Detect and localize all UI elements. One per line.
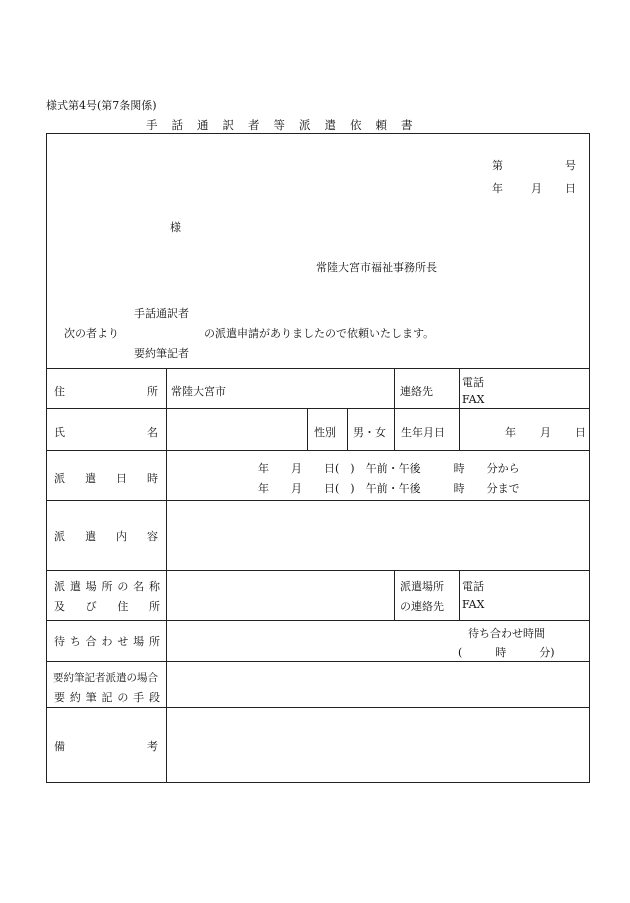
meeting-place-label [54, 633, 160, 649]
birth-day: 日 [575, 426, 586, 439]
address-label-char: 住 [54, 385, 65, 398]
form-number-label: 様式第4号(第7条関係) [46, 99, 157, 112]
label-char: 遣 [69, 580, 81, 593]
row-divider [47, 570, 589, 571]
gender-options: 男・女 [353, 426, 386, 439]
cell-divider [459, 570, 460, 620]
place-contact-line1: 派遣場所 [400, 580, 444, 593]
label-char: わ [101, 635, 113, 648]
role-interpreter: 手話通訳者 [134, 307, 189, 320]
label-char: 住 [117, 600, 129, 613]
label-char: 所 [101, 580, 113, 593]
row-divider [47, 450, 589, 451]
datetime-from: 年 月 日( ) 午前・午後 時 分から [258, 462, 520, 475]
label-char: 及 [54, 600, 65, 613]
label-char: の [117, 580, 129, 593]
name-label-char: 名 [147, 426, 158, 439]
label-char: 派 [54, 580, 65, 593]
place-fax-label: FAX [462, 598, 485, 611]
label-char: せ [117, 635, 129, 648]
label-char: 所 [148, 635, 160, 648]
cell-divider [394, 570, 395, 620]
label-char: 日 [116, 472, 127, 485]
date-year: 年 [492, 182, 503, 195]
fax-label: FAX [462, 393, 485, 406]
dispatch-datetime-label [54, 470, 158, 486]
label-char: の [117, 691, 129, 704]
place-label-line2 [54, 598, 160, 614]
place-contact-line2: の連絡先 [400, 600, 444, 613]
label-char: 時 [147, 472, 158, 485]
name-label-char: 氏 [54, 426, 65, 439]
address-value: 常陸大宮市 [171, 385, 226, 398]
request-text: の派遣申請がありましたので依頼いたします。 [204, 327, 435, 340]
label-char: 場 [85, 580, 97, 593]
name-label [54, 424, 158, 440]
row-divider [47, 620, 589, 621]
cell-divider [459, 368, 460, 408]
number-dai: 第 [492, 159, 503, 172]
contact-label: 連絡先 [400, 385, 433, 398]
label-char: 遣 [85, 472, 96, 485]
label-char: 考 [147, 740, 158, 753]
cell-divider [394, 408, 395, 450]
summary-case-line1: 要約筆記者派遣の場合 [53, 672, 158, 684]
birth-label: 生年月日 [401, 426, 445, 439]
row-divider [47, 707, 589, 708]
place-tel-label: 電話 [462, 580, 484, 593]
label-column-divider [166, 368, 167, 782]
tel-label: 電話 [462, 376, 484, 389]
cell-divider [394, 368, 395, 408]
datetime-to: 年 月 日( ) 午前・午後 時 分まで [258, 482, 520, 495]
sender-name: 常陸大宮市福祉事務所長 [316, 261, 437, 274]
meeting-time-value: ( 時 分) [458, 646, 555, 659]
cell-divider [347, 408, 348, 450]
number-go: 号 [565, 159, 576, 172]
role-summary: 要約筆記者 [134, 347, 189, 360]
meeting-time-label: 待ち合わせ時間 [468, 627, 545, 640]
label-char: 容 [147, 530, 158, 543]
from-text: 次の者より [64, 327, 119, 340]
label-char: 合 [85, 635, 97, 648]
label-char: び [85, 600, 97, 613]
date-day: 日 [565, 182, 576, 195]
row-divider [47, 500, 589, 501]
label-char: 派 [54, 530, 65, 543]
label-char: 派 [54, 472, 65, 485]
label-char: 約 [69, 691, 81, 704]
birth-year: 年 [505, 426, 516, 439]
cell-divider [307, 408, 308, 450]
cell-divider [459, 408, 460, 450]
addressee-suffix: 様 [170, 221, 181, 234]
summary-case-line2 [54, 689, 160, 705]
label-char: 場 [133, 635, 145, 648]
dispatch-content-label [54, 528, 158, 544]
gender-label: 性別 [314, 426, 336, 439]
label-char: 記 [101, 691, 113, 704]
label-char: ち [69, 635, 81, 648]
birth-month: 月 [540, 426, 551, 439]
address-label [54, 383, 158, 399]
document-title: 手話通訳者等派遣依頼書 [146, 118, 427, 132]
label-char: 段 [148, 691, 160, 704]
remarks-label [54, 738, 158, 754]
address-label-char: 所 [147, 385, 158, 398]
label-char: 要 [54, 691, 65, 704]
label-char: 所 [148, 600, 160, 613]
label-char: 称 [148, 580, 160, 593]
place-label-line1 [54, 578, 160, 594]
label-char: 手 [133, 691, 145, 704]
label-char: 内 [116, 530, 127, 543]
row-divider [47, 661, 589, 662]
label-char: 待 [54, 635, 65, 648]
label-char: 遣 [85, 530, 96, 543]
label-char: 名 [133, 580, 145, 593]
label-char: 備 [54, 740, 65, 753]
row-divider [47, 368, 589, 369]
row-divider [47, 408, 589, 409]
request-form-table [46, 133, 590, 783]
label-char: 筆 [85, 691, 97, 704]
date-month: 月 [531, 182, 542, 195]
